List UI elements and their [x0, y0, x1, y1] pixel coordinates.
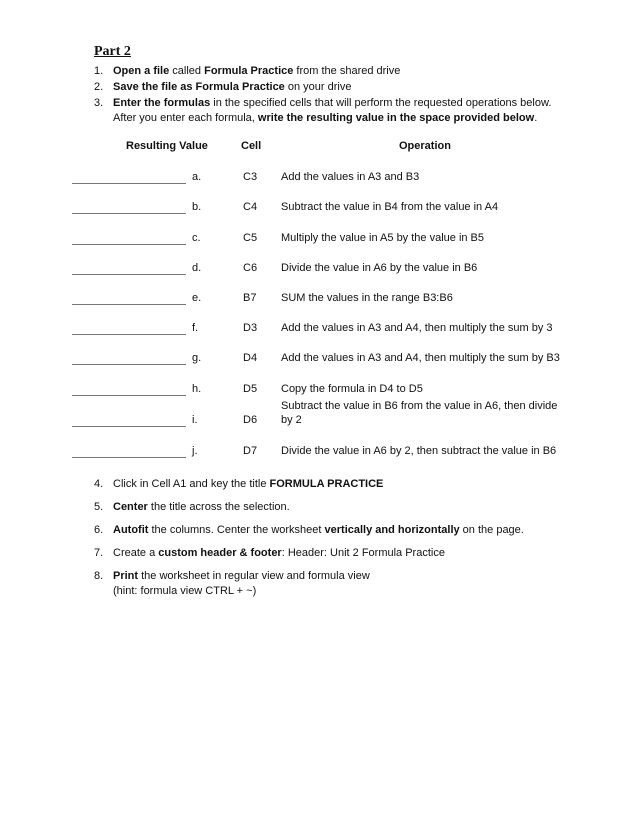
answer-blank[interactable]	[72, 213, 186, 214]
text: in the specified cells that will perform the requested operations below.	[210, 97, 552, 109]
answer-blank[interactable]	[72, 457, 186, 458]
row-letter: j.	[192, 445, 198, 457]
step-number: 1.	[94, 65, 104, 77]
row-letter: a.	[192, 171, 202, 183]
table-row	[0, 262, 638, 278]
row-cell: C5	[243, 232, 258, 244]
text: Click in Cell A1 and key the title	[113, 478, 270, 490]
row-cell: D4	[243, 352, 258, 364]
step-text	[113, 80, 351, 95]
text: : Header: Unit 2 Formula Practice	[281, 547, 445, 559]
answer-blank[interactable]	[72, 183, 186, 184]
bold-text: write the resulting value in the space provided below	[257, 112, 535, 124]
row-letter: b.	[192, 201, 202, 213]
bold-text: Autofit	[113, 524, 149, 536]
answer-blank[interactable]	[72, 334, 186, 335]
row-letter: e.	[192, 292, 202, 304]
text: (hint: formula view CTRL + ~)	[113, 585, 257, 597]
step-number: 6.	[94, 524, 104, 536]
text: on the page.	[459, 524, 524, 536]
table-row	[0, 400, 638, 430]
header-cell: Cell	[241, 140, 262, 152]
table-row	[0, 201, 638, 217]
step-text	[113, 64, 400, 79]
text: the columns. Center the worksheet	[148, 524, 325, 536]
row-operation: Copy the formula in D4 to D5	[281, 383, 423, 395]
row-letter: d.	[192, 262, 202, 274]
row-operation: Add the values in A3 and A4, then multiply the sum by B3	[281, 352, 560, 364]
part-title: Part 2	[94, 44, 131, 59]
text: After you enter each formula,	[113, 112, 258, 124]
row-operation: Divide the value in A6 by 2, then subtract the value in B6	[281, 445, 557, 457]
step-text	[113, 477, 383, 492]
row-letter: i.	[192, 414, 198, 426]
row-operation: Subtract the value in B4 from the value in A4	[281, 201, 499, 213]
row-cell: D7	[243, 445, 258, 457]
table-row	[0, 383, 638, 399]
table-row	[0, 292, 638, 308]
row-cell: C3	[243, 171, 258, 183]
row-operation: by 2	[281, 414, 302, 426]
row-cell: D6	[243, 414, 258, 426]
row-cell: C4	[243, 201, 258, 213]
step-text	[113, 569, 370, 584]
table-row	[0, 352, 638, 368]
step-number: 7.	[94, 547, 104, 559]
step-number: 3.	[94, 97, 104, 109]
step-number: 2.	[94, 81, 104, 93]
text: from the shared drive	[293, 65, 401, 77]
step-number: 8.	[94, 570, 104, 582]
bold-text: Open a file	[113, 65, 170, 77]
table-row	[0, 232, 638, 248]
row-letter: h.	[192, 383, 202, 395]
row-cell: C6	[243, 262, 258, 274]
bold-text: Print	[113, 570, 139, 582]
row-cell: B7	[243, 292, 257, 304]
step-text	[113, 546, 445, 561]
row-operation: Add the values in A3 and B3	[281, 171, 420, 183]
text: Create a	[113, 547, 159, 559]
step-number: 4.	[94, 478, 104, 490]
text: the title across the selection.	[147, 501, 290, 513]
text: called	[169, 65, 205, 77]
row-letter: g.	[192, 352, 202, 364]
text: .	[534, 112, 538, 124]
header-resulting-value: Resulting Value	[126, 140, 208, 152]
answer-blank[interactable]	[72, 274, 186, 275]
header-operation: Operation	[399, 140, 451, 152]
step-text-line2	[113, 111, 537, 126]
bold-text: FORMULA PRACTICE	[269, 478, 384, 490]
bold-text: vertically and horizontally	[324, 524, 460, 536]
step-text	[113, 500, 290, 515]
bold-text: Center	[113, 501, 148, 513]
row-operation: Multiply the value in A5 by the value in B5	[281, 232, 485, 244]
table-row	[0, 322, 638, 338]
step-number: 5.	[94, 501, 104, 513]
answer-blank[interactable]	[72, 244, 186, 245]
bold-text: custom header & footer	[158, 547, 282, 559]
row-operation: Add the values in A3 and A4, then multiply the sum by 3	[281, 322, 553, 334]
table-row	[0, 171, 638, 187]
text: on your drive	[284, 81, 352, 93]
answer-blank[interactable]	[72, 395, 186, 396]
answer-blank[interactable]	[72, 364, 186, 365]
text: the worksheet in regular view and formula view	[138, 570, 370, 582]
answer-blank[interactable]	[72, 426, 186, 427]
step-text-line2	[113, 584, 256, 599]
table-row	[0, 445, 638, 461]
row-cell: D5	[243, 383, 258, 395]
row-cell: D3	[243, 322, 258, 334]
bold-text: Formula Practice	[204, 65, 294, 77]
row-letter: c.	[192, 232, 201, 244]
bold-text: Save the file as Formula Practice	[113, 81, 285, 93]
row-operation: Divide the value in A6 by the value in B6	[281, 262, 478, 274]
row-operation: SUM the values in the range B3:B6	[281, 292, 453, 304]
answer-blank[interactable]	[72, 304, 186, 305]
step-text	[113, 96, 551, 111]
row-letter: f.	[192, 322, 199, 334]
bold-text: Enter the formulas	[113, 97, 211, 109]
step-text	[113, 523, 524, 538]
row-operation-line1: Subtract the value in B6 from the value in A6, then divide	[281, 400, 558, 412]
